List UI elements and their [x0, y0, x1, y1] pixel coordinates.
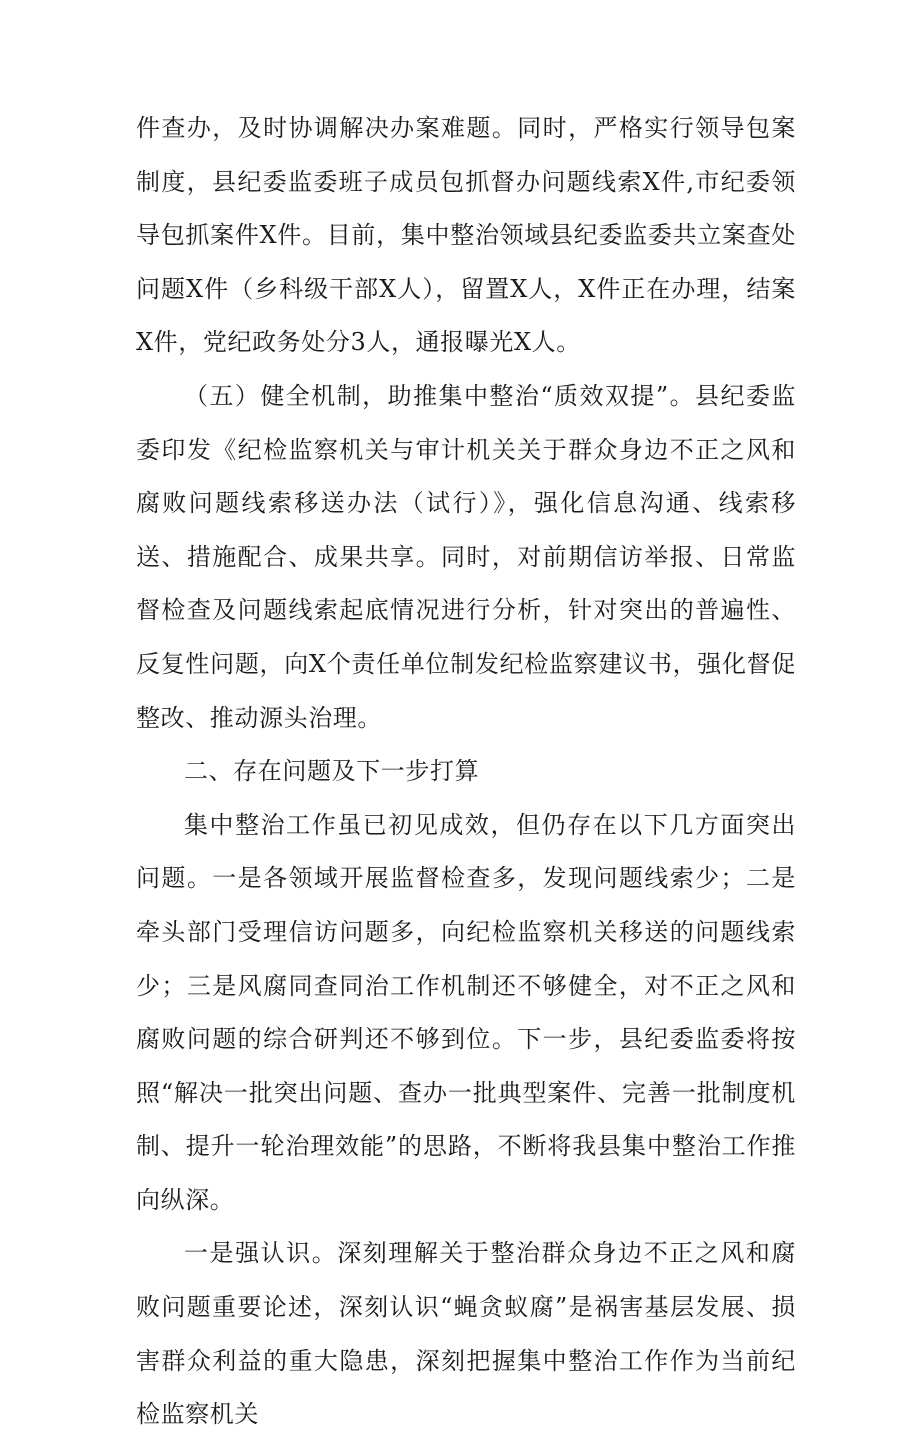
- paragraph-strengthen-awareness: 一是强认识。深刻理解关于整治群众身边不正之风和腐败问题重要论述，深刻认识“蝇贪蚁腐”是祸害基层发展、损害群众利益的重大隐患，深刻把握集中整治工作作为当前纪检监察机关: [136, 1239, 796, 1429]
- section-heading-problems: 二、存在问题及下一步打算: [184, 757, 480, 786]
- paragraph-case-handling: 件查办，及时协调解决办案难题。同时，严格实行领导包案制度，县纪委监委班子成员包抓督办问题线索X件,市纪委领导包抓案件X件。目前，集中整治领域县纪委监委共立案查处问题X件（乡科级干部X人），留置X人，X件正在办理，结案X件，党纪政务处分3人，通报曝光X人。: [136, 114, 796, 357]
- paragraph-mechanism: （五）健全机制，助推集中整治“质效双提”。县纪委监委印发《纪检监察机关与审计机关关于群众身边不正之风和腐败问题线索移送办法（试行）》，强化信息沟通、线索移送、措施配合、成果共享。同时，对前期信访举报、日常监督检查及问题线索起底情况进行分析，针对突出的普遍性、反复性问题，向X个责任单位制发纪检监察建议书，强化督促整改、推动源头治理。: [136, 381, 796, 732]
- paragraph-problems: 集中整治工作虽已初见成效，但仍存在以下几方面突出问题。一是各领域开展监督检查多，发现问题线索少；二是牵头部门受理信访问题多，向纪检监察机关移送的问题线索少；三是风腐同查同治工作机制还不够健全，对不正之风和腐败问题的综合研判还不够到位。下一步，县纪委监委将按照“解决一批突出问题、查办一批典型案件、完善一批制度机制、提升一轮治理效能”的思路，不断将我县集中整治工作推向纵深。: [136, 810, 796, 1214]
- document-body: [136, 102, 796, 1442]
